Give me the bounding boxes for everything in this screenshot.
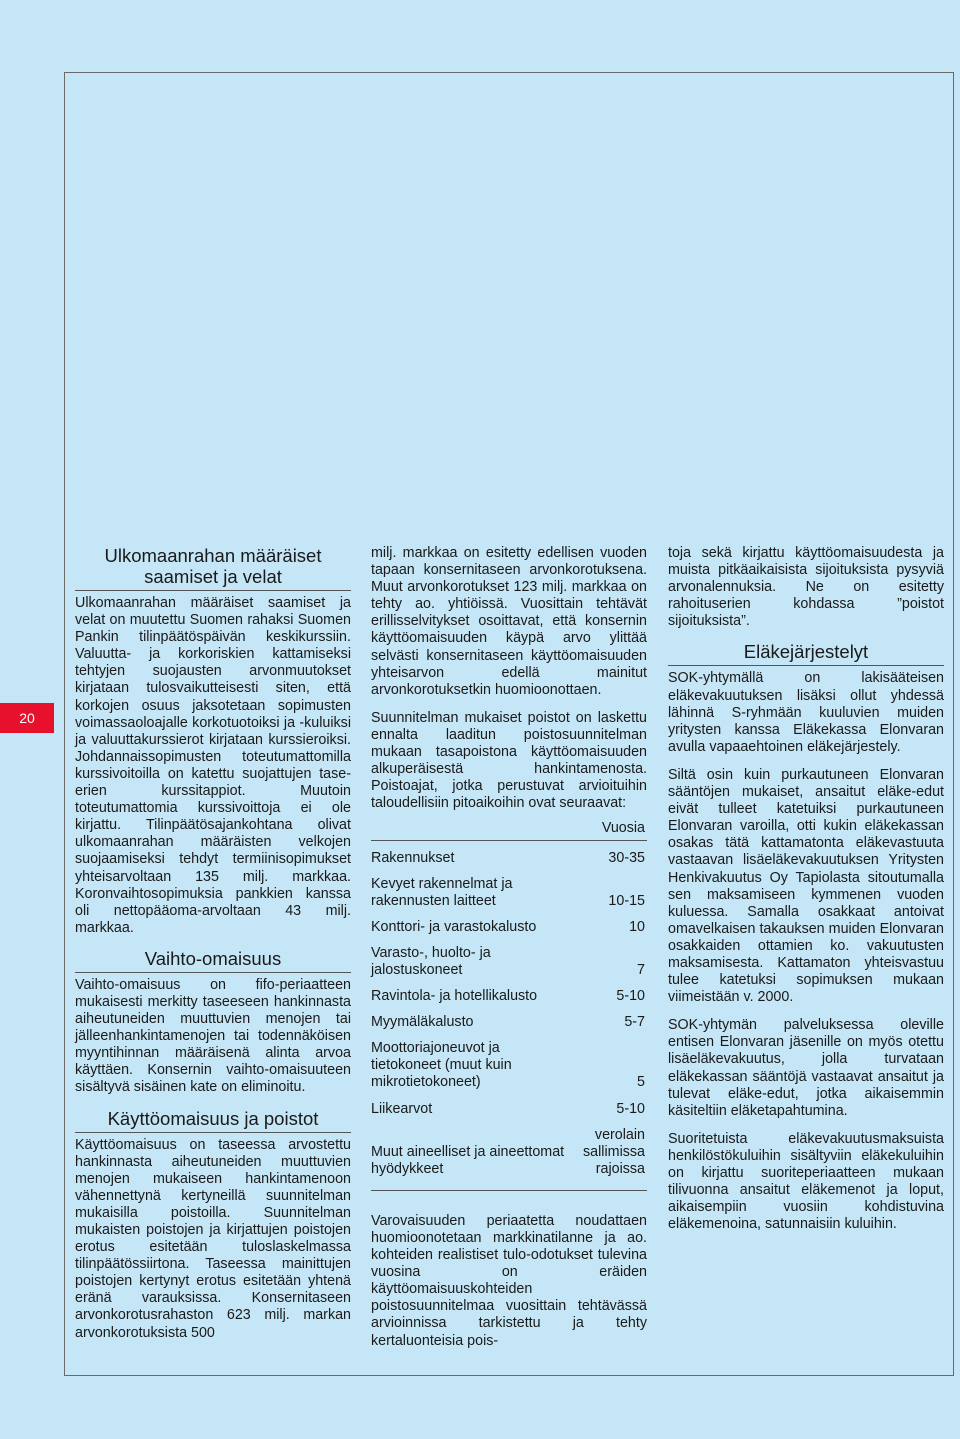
- paragraph-depreciation: Suunnitelman mukaiset poistot on laskettu ennalta laaditun poistosuunnitelman mukaan tasapoistona käyttöomaisuuden alkuperäisestä hankintamenosta. Poistoajat, jotka perustuvat arvioituihin taloudellisiin pitoaikoihin ovat seuraavat:: [371, 709, 647, 812]
- paragraph-revaluations: milj. markkaa on esitetty edellisen vuoden tapaan konsernitaseen arvonkorotuksena. Muut arvonkorotukset 123 milj. markkaa on tehty ao. yhtiöissä. Vuosittain tehtävät erillisselvitykset osoittavat, että konsernin käyttöomaisuuden käypä arvo ylittää selvästi konsernitaseen käyttöomaisuuden yhteisarvon edellä mainitut arvonkorotuksetkin huomioonottaen.: [371, 545, 647, 698]
- table-cell-value: 10: [629, 918, 645, 935]
- table-row: [371, 867, 647, 910]
- table-cell-label: Rakennukset: [371, 849, 455, 866]
- table-row: [371, 1118, 647, 1191]
- column-left: [75, 545, 351, 1342]
- table-header-row: [371, 820, 647, 840]
- table-cell-value: 5-10: [616, 988, 645, 1005]
- table-cell-value: 5: [637, 1074, 645, 1091]
- table-cell-value: verolain sallimissa rajoissa: [571, 1118, 647, 1191]
- column-middle: [371, 545, 647, 1350]
- table-cell-label: Kevyet rakennelmat ja rakennusten laitteet: [371, 875, 513, 909]
- table-row: [371, 910, 647, 936]
- heading-foreign-currency: Ulkomaanrahan määräiset saamiset ja velat: [75, 545, 351, 591]
- table-cell-label: Myymäläkalusto: [371, 1014, 474, 1031]
- table-cell-label: Varasto-, huolto- ja jalostuskoneet: [371, 944, 491, 978]
- table-cell-value: 5-10: [616, 1100, 645, 1117]
- table-cell-value: 7: [637, 961, 645, 978]
- paragraph-pension-scheme: SOK-yhtymällä on lakisääteisen eläkevakuutuksen lisäksi ollut yhdessä lähinnä S-ryhmään kuuluvien muiden yritysten kanssa Eläkekassa Elonvaran avulla vapaaehtoinen eläkejärjestely.: [668, 670, 944, 755]
- table-header-years: Vuosia: [571, 820, 647, 840]
- paragraph-prudence: Varovaisuuden periaatetta noudattaen huomioonotetaan markkinatilanne ja ao. kohteiden realistiset tulo-odotukset tulevina vuosina on eräiden käyttöomaisuuskohteiden poistosuunnitelmaa vuosittain tehtävässä arvioinnissa tarkistettu ja tehty kertaluonteisia pois-: [371, 1212, 647, 1349]
- heading-pensions: Eläkejärjestelyt: [668, 641, 944, 666]
- table-row: [371, 840, 647, 867]
- table-cell-value: 30-35: [608, 849, 645, 866]
- heading-fixed-assets: Käyttöomaisuus ja poistot: [75, 1108, 351, 1133]
- table-cell-value: 5-7: [624, 1014, 645, 1031]
- table-row: [371, 936, 647, 979]
- table-cell-label: Moottoriajoneuvot ja tietokoneet (muut kuin mikrotietokoneet): [371, 1040, 512, 1091]
- table-cell-label: Muut aineelliset ja aineettomat hyödykkeet: [371, 1118, 571, 1191]
- table-cell-label: Ravintola- ja hotellikalusto: [371, 988, 538, 1005]
- heading-inventory: Vaihto-omaisuus: [75, 948, 351, 973]
- paragraph-supplementary-insurance: SOK-yhtymän palveluksessa oleville entisen Elonvaran jäsenille on myös otettu lisäeläkevakuutus, jolla turvataan eläkekassan sääntöjä vastaavat ansaitut ja tulevat eläke-edut, jotka aikaisemmin käsiteltiin eläketapahtumina.: [668, 1017, 944, 1119]
- paragraph-pension-payments: Suoritetuista eläkevakuutusmaksuista henkilöstökuluihin sisältyviin eläkekuluihin on kirjattu suoriteperiaatteen mukaan tilivuonna ansaitut eläkemenot ja loput, aikaisempiin vuosiin kohdistuvina eläkemenoina, satunnaisiin kuluihin.: [668, 1130, 944, 1233]
- table-row: [371, 979, 647, 1005]
- table-cell-label: Liikearvot: [371, 1100, 433, 1117]
- paragraph-elonvara: Siltä osin kuin purkautuneen Elonvaran sääntöjen mukaiset, ansaitut eläke-edut eivät tulleet katetuiksi purkautuneen Elonvaran varoilla, otti kukin eläkekassan osakas tätä kattamatonta eläkevastuuta vastaavan lisäeläkevakuutuksen Yritysten Henkivakuutus Oy Tapiolasta sitoutumalla sen maksamiseen kymmenen vuoden kuluessa. Samalla osakkaat antoivat omavelkaisen takauksen muiden Elonvaran osakkaiden ottamien ko. vakuutusten maksamisesta. Kattamaton yhteisvastuu tulee katetuksi sopimuksen mukaan viimeistään v. 2000.: [668, 766, 944, 1006]
- table-row: [371, 1031, 647, 1091]
- paragraph-foreign-currency: Ulkomaanrahan määräiset saamiset ja velat on muutettu Suomen rahaksi Suomen Pankin tilinpäätöspäivän keskikurssiin. Valuutta- ja korkoriskien kattamiseksi tehtyjen suojausten arvonmuutokset kirjataan tulosvaikutteisesti siten, että korkojen osuus jaksotetaan sopimusten voimassaoloajalle korkotuotoiksi ja -kuluiksi ja valuuttakurssierot kirjataan kurssieroiksi. Johdannaissopimusten toteutumattomilla kurssivoitoilla on katettu suojattujen tase-erien kurssitappiot. Muutoin toteutumattomia kurssivoittoja ei ole kirjattu. Tilinpäätösajankohtana olivat ulkomaanrahan määräisten velkojen suojaamiseksi tehdyt termiinisopimukset yhteisarvoltaan 135 milj. markkaa. Koronvaihtosopimuksia pankkien kanssa oli nettopääoma-arvoltaan 43 milj. markkaa.: [75, 595, 351, 936]
- paragraph-write-downs: toja sekä kirjattu käyttöomaisuudesta ja muista pitkäaikaisista sijoituksista pysyviä arvonalennuksia. Ne on esitetty rahoituserien kohdassa ”poistot sijoituksista”.: [668, 545, 944, 630]
- table-cell-value: 10-15: [608, 892, 645, 909]
- paragraph-fixed-assets: Käyttöomaisuus on taseessa arvostettu hankinnasta aiheutuneiden muuttuvien menojen mukaiseen hankintamenoon vähennettynä kertyneillä suunnitelman mukaisilla poistoilla. Suunnitelman mukaisten poistojen ja kirjattujen poistojen erotus esitetään tuloslaskelmassa tilinpäätössiirtona. Taseessa mainittujen poistojen kertynyt erotus esitetään yhtenä eränä varauksissa. Konsernitaseen arvonkorotusrahaston 623 milj. markan arvonkorotuksista 500: [75, 1136, 351, 1341]
- table-row: [371, 1005, 647, 1031]
- column-right: [668, 545, 944, 1244]
- depreciation-table: [371, 820, 647, 1191]
- paragraph-inventory: Vaihto-omaisuus on fifo-periaatteen mukaisesti merkitty taseeseen hankinnasta aiheutuneiden muuttuvien menojen tai jälleenhankintamenojen tai todennäköisen myyntihinnan määräisenä alinta arvoa käyttäen. Konsernin vaihto-omaisuuteen sisältyvä sisäinen kate on eliminoitu.: [75, 976, 351, 1096]
- table-cell-label: Konttori- ja varastokalusto: [371, 918, 537, 935]
- page-number-tab: 20: [0, 703, 54, 733]
- table-row: [371, 1092, 647, 1118]
